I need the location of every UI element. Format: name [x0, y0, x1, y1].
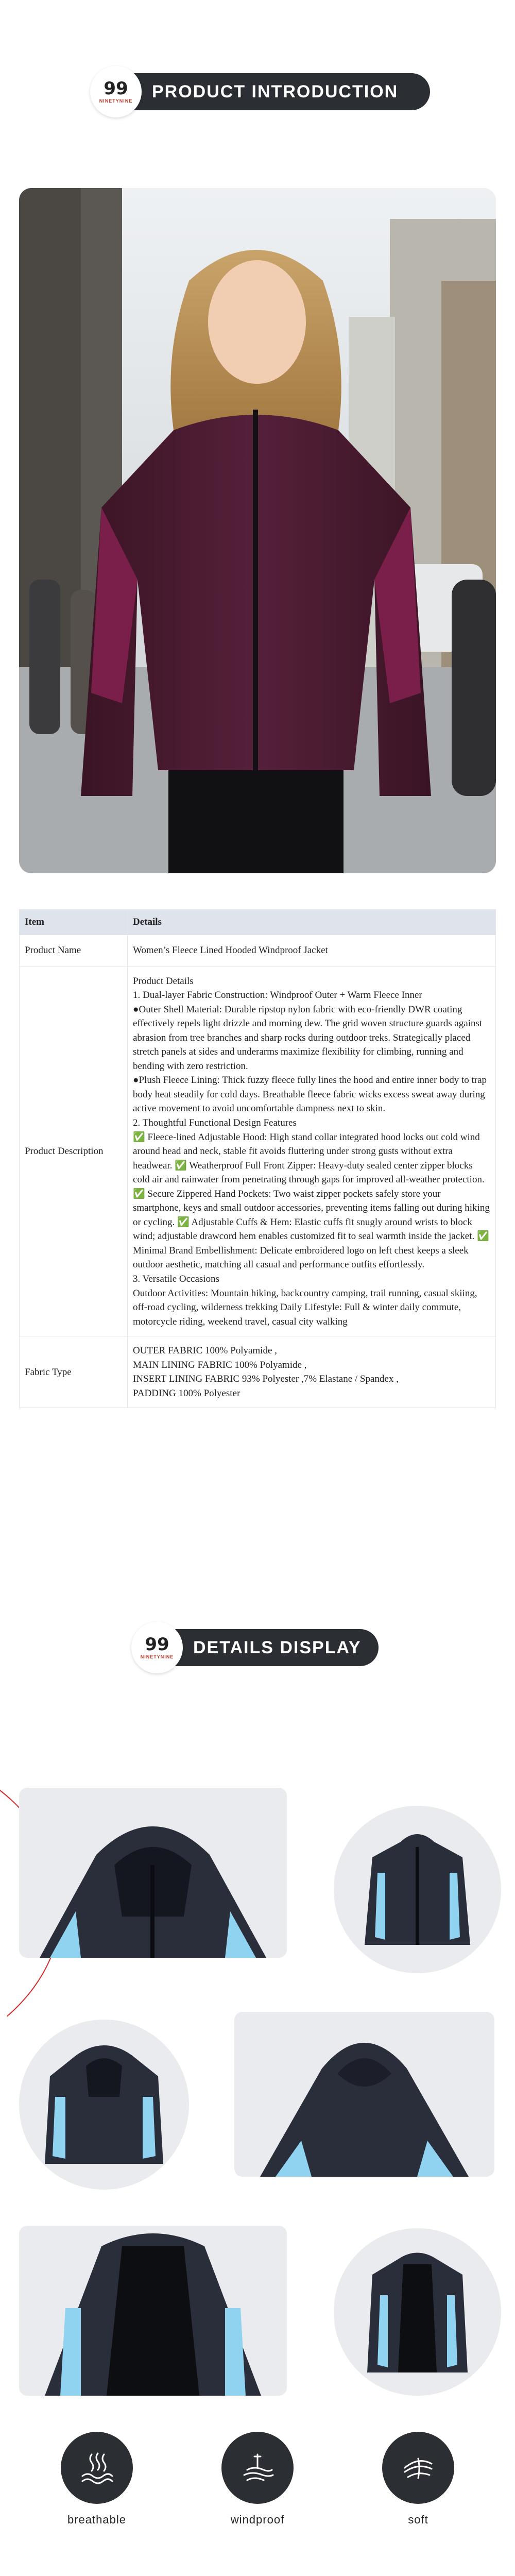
section-title: PRODUCT INTRODUCTION	[152, 81, 399, 101]
detail-photo-hood-front	[19, 1788, 287, 1958]
feature-breathable	[45, 2432, 148, 2527]
jacket-illustration	[334, 1806, 501, 1973]
detail-photo-lining-open	[19, 2226, 287, 2396]
jacket-illustration	[19, 2020, 189, 2190]
windproof-wind-icon-graphic	[237, 2447, 278, 2488]
feature-soft	[367, 2432, 470, 2527]
feature-label: soft	[408, 2513, 428, 2526]
table-cell-item: Product Description	[20, 967, 128, 1336]
hero-illustration	[19, 188, 496, 873]
jacket-illustration	[334, 2228, 501, 2396]
breathable-waves-icon	[61, 2432, 133, 2504]
feature-windproof	[206, 2432, 309, 2527]
jacket-illustration	[19, 1788, 287, 1958]
table-cell-details: Product Details 1. Dual-layer Fabric Construction: Windproof Outer + Warm Fleece Inner ●Outer Shell Material: Durable ripstop nylon fabric with eco-friendly DWR coating effectively repels light drizzle and morning dew. The grid woven structure guards against abrasion from tree branches and sharp rocks during outdoor treks. Strategically placed stretch panels at sides and underarms maximize flexibility for climbing, running and bending with zero restriction. ●Plush Fleece Lining: Thick fuzzy fleece fully lines the hood and entire inner body to trap body heat steadily for cold days. Breathable fleece fabric wicks excess sweat away during active movement to avoid uncomfortable dampness next to skin. 2. Thoughtful Functional Design Features ✅ Fleece-lined Adjustable Hood: High stand collar integrated hood locks out cold wind around head and neck, stable fit avoids fluttering under strong gusts without extra headwear. ✅ Weatherproof Full Front Zipper: Heavy-duty sealed center zipper blocks cold air and rainwater from penetrating through gaps for improved all-weather protection. ✅ Secure Zippered Hand Pockets: Two waist zipper pockets safely store your smartphone, keys and small outdoor accessories, preventing items falling out during hiking or cycling. ✅ Adjustable Cuffs & Hem: Elastic cuffs fit snugly around wrists to block wind; adjustable drawcord hem enables customized fit to seal warmth inside the jacket. ✅ Minimal Brand Embellishment: Delicate embroidered logo on left chest keeps a sleek outdoor aesthetic, matching all casual and performance outfits effortlessly. 3. Versatile Occasions Outdoor Activities: Mountain hiking, backcountry camping, trail running, casual skiing, off-road cycling, wilderness trekking Daily Lifestyle: Full & winter daily commute, motorcycle riding, weekend travel, casual city walking	[128, 967, 496, 1336]
detail-photo-lining-full	[334, 2228, 501, 2396]
jacket-illustration	[234, 2012, 494, 2177]
feature-label: windproof	[230, 2513, 285, 2526]
section-banner-details-display	[136, 1629, 379, 1666]
brand-logo-number: 99	[145, 1634, 169, 1655]
windproof-wind-icon	[221, 2432, 294, 2504]
table-header-details: Details	[128, 910, 496, 935]
hero-model-photo	[19, 188, 496, 873]
table-cell-item: Fabric Type	[20, 1336, 128, 1408]
breathable-waves-icon-graphic	[76, 2447, 117, 2488]
detail-photo-hood-side	[19, 2020, 189, 2190]
feature-label: breathable	[67, 2513, 126, 2526]
brand-logo-text: NINETYNINE	[140, 1654, 174, 1659]
detail-photo-back	[234, 2012, 494, 2177]
product-spec-table	[19, 909, 496, 1408]
table-row	[20, 935, 496, 967]
section-banner-product-intro	[95, 73, 430, 110]
soft-feather-icon	[382, 2432, 454, 2504]
table-cell-details: Women’s Fleece Lined Hooded Windproof Jacket	[128, 935, 496, 967]
table-cell-details: OUTER FABRIC 100% Polyamide , MAIN LINING FABRIC 100% Polyamide , INSERT LINING FABRIC 93% Polyester ,7% Elastane / Spandex , PADDING 100% Polyester	[128, 1336, 496, 1408]
brand-logo	[131, 1622, 183, 1673]
detail-photo-full-front	[334, 1806, 501, 1973]
table-row	[20, 967, 496, 1336]
table-cell-item: Product Name	[20, 935, 128, 967]
jacket-illustration	[19, 2226, 287, 2396]
brand-logo	[90, 66, 142, 117]
section-title: DETAILS DISPLAY	[193, 1637, 362, 1657]
brand-logo-number: 99	[104, 78, 128, 99]
table-header-row	[20, 910, 496, 935]
table-row	[20, 1336, 496, 1408]
soft-feather-icon-graphic	[398, 2447, 439, 2488]
brand-logo-text: NINETYNINE	[99, 98, 133, 104]
table-header-item: Item	[20, 910, 128, 935]
